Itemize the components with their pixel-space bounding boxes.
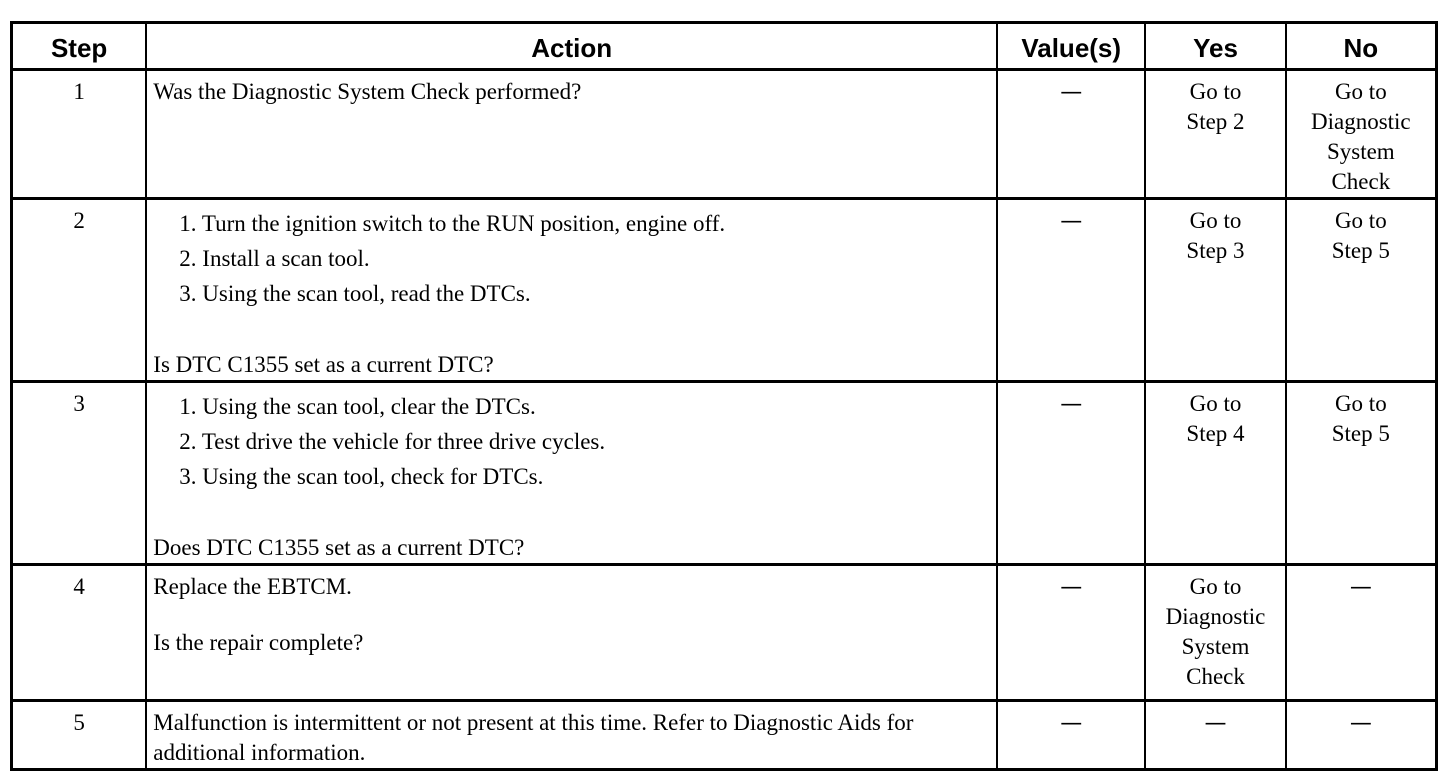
action-question: Is DTC C1355 set as a current DTC? [153,352,494,377]
no-cell [1286,382,1437,565]
no-line: Step 5 [1331,421,1390,446]
action-text: Malfunction is intermittent or not present at this time. Refer to Diagnostic Aids for additional information. [153,710,914,765]
yes-line: Go to [1189,79,1242,104]
no-line: System [1326,139,1395,164]
table-row [12,382,1437,565]
action-step: 3. Using the scan tool, read the DTCs. [179,281,531,306]
no-cell [1286,565,1437,701]
yes-cell [1145,565,1285,701]
action-instruction: Replace the EBTCM. [153,574,352,599]
no-line: Diagnostic [1310,109,1411,134]
action-cell [146,199,997,382]
no-line: Go to [1334,391,1387,416]
value-text: — [1060,80,1083,105]
table-row [12,70,1437,199]
header-action: Action [146,23,997,70]
yes-cell [1145,199,1285,382]
action-question: Does DTC C1355 set as a current DTC? [153,535,525,560]
yes-line: Check [1186,664,1245,689]
yes-line: Step 3 [1186,238,1245,263]
value-cell [997,565,1145,701]
action-question: Was the Diagnostic System Check performed? [153,79,582,104]
action-cell [146,565,997,701]
action-cell [146,70,997,199]
value-text: — [1060,711,1083,736]
no-line: — [1349,711,1372,736]
no-line: Check [1331,169,1391,194]
action-step: 1. Turn the ignition switch to the RUN position, engine off. [179,211,726,236]
table-row [12,565,1437,701]
header-no: No [1286,23,1437,70]
yes-line: — [1204,711,1227,736]
yes-line: Step 2 [1186,109,1245,134]
diagnostic-table [10,21,1438,771]
yes-cell [1145,382,1285,565]
header-row [12,23,1437,70]
no-line: Step 5 [1331,238,1390,263]
step-number: 4 [12,565,147,701]
value-text: — [1060,575,1083,600]
step-number: 2 [12,199,147,382]
yes-line: Go to [1189,208,1242,233]
value-text: — [1060,392,1083,417]
no-cell [1286,70,1437,199]
table-row [12,701,1437,770]
action-question: Is the repair complete? [153,630,364,655]
header-yes: Yes [1145,23,1285,70]
value-cell [997,382,1145,565]
table-row [12,199,1437,382]
action-step: 3. Using the scan tool, check for DTCs. [179,464,544,489]
value-text: — [1060,209,1083,234]
no-line: Go to [1334,79,1387,104]
value-cell [997,701,1145,770]
yes-line: System [1181,634,1250,659]
action-step: 2. Test drive the vehicle for three drive cycles. [179,429,606,454]
no-line: — [1349,575,1372,600]
yes-cell [1145,701,1285,770]
action-cell [146,382,997,565]
no-cell [1286,701,1437,770]
no-cell [1286,199,1437,382]
yes-line: Step 4 [1186,421,1245,446]
action-step: 2. Install a scan tool. [179,246,370,271]
value-cell [997,199,1145,382]
header-values: Value(s) [997,23,1145,70]
yes-line: Go to [1189,574,1242,599]
value-cell [997,70,1145,199]
step-number: 5 [12,701,147,770]
action-step: 1. Using the scan tool, clear the DTCs. [179,394,536,419]
yes-cell [1145,70,1285,199]
yes-line: Diagnostic [1165,604,1266,629]
step-number: 3 [12,382,147,565]
no-line: Go to [1334,208,1387,233]
step-number: 1 [12,70,147,199]
header-step: Step [12,23,147,70]
yes-line: Go to [1189,391,1242,416]
action-steps [153,389,990,494]
action-steps [153,206,990,311]
action-cell [146,701,997,770]
